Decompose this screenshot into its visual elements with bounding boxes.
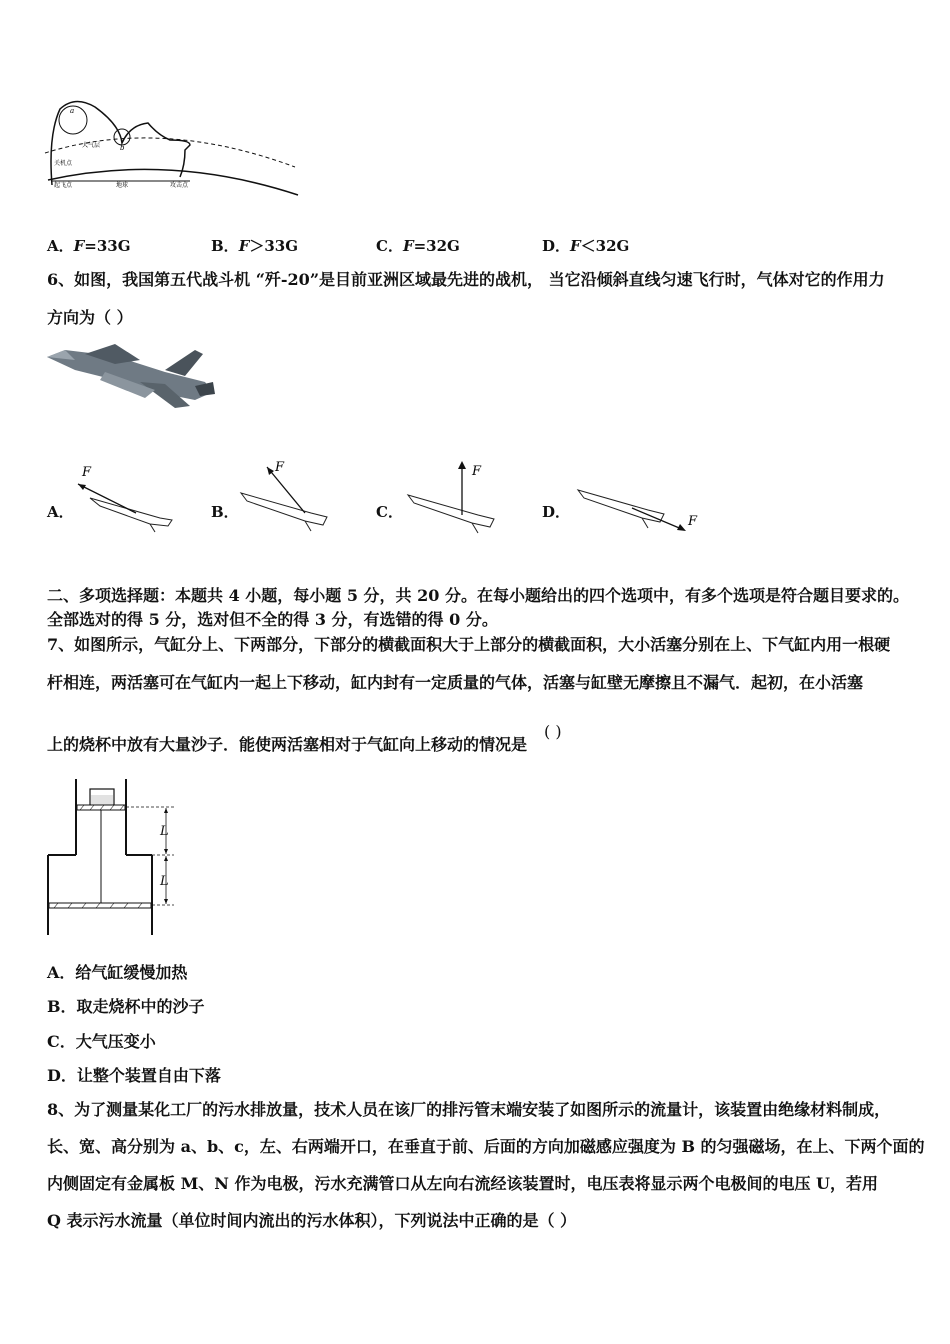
q6-diagram-a: [70, 460, 180, 535]
q5-option-d[interactable]: D．F＜32G: [542, 237, 630, 255]
q6-option-b[interactable]: B．: [211, 503, 239, 521]
q5-option-b[interactable]: B．F＞33G: [211, 237, 299, 255]
q5-option-a[interactable]: A．F=33G: [47, 237, 131, 255]
label-launch: 起飞点: [54, 182, 73, 189]
q7-option-a[interactable]: A．给气缸缓慢加热: [47, 963, 188, 982]
q7-stem-line2: 杆相连，两活塞可在气缸内一起上下移动，缸内封有一定质量的气体，活塞与缸壁无摩擦且不漏气．起初，在小活塞: [47, 673, 864, 692]
q7-stem-line3: 上的烧杯中放有大量沙子．能使两活塞相对于气缸向上移动的情况是: [47, 735, 528, 754]
length-label-lower: L: [160, 874, 169, 889]
q7-option-d[interactable]: D．让整个装置自由下落: [47, 1066, 221, 1085]
q6-diagram-c: [400, 455, 510, 537]
label-atmosphere: 大气层: [82, 142, 101, 149]
label-shutdown: 关机点: [54, 160, 73, 167]
force-label-d: F: [688, 514, 698, 529]
q8-stem-line1: 8、为了测量某化工厂的污水排放量，技术人员在该厂的排污管末端安装了如图所示的流量计，该装置由绝缘材料制成，: [47, 1100, 891, 1119]
q6-option-d[interactable]: D．: [542, 503, 571, 521]
label-b: b: [120, 144, 125, 152]
section2-line2: 全部选对的得 5 分，选对但不全的得 3 分，有选错的得 0 分。: [47, 610, 498, 629]
q8-stem-line3: 内侧固定有金属板 M、N 作为电极，污水充满管口从左向右流经该装置时，电压表将显示两个电极间的电压 U，若用: [47, 1174, 879, 1193]
q6-option-c[interactable]: C．: [376, 503, 403, 521]
force-label-c: F: [472, 464, 482, 479]
q7-stem-line1: 7、如图所示，气缸分上、下两部分，下部分的横截面积大于上部分的横截面积，大小活塞分别在上、下气缸内用一根硬: [47, 635, 891, 654]
label-impact: 攻击点: [170, 182, 189, 189]
q7-option-b[interactable]: B．取走烧杯中的沙子: [47, 997, 205, 1016]
length-label-upper: L: [160, 824, 169, 839]
q7-option-c[interactable]: C．大气压变小: [47, 1032, 156, 1051]
q5-option-c[interactable]: C．F=32G: [376, 237, 460, 255]
q6-option-a[interactable]: A．: [47, 503, 74, 521]
section2-line1: 二、多项选择题：本题共 4 小题，每小题 5 分，共 20 分。在每小题给出的四个选项中，有多个选项是符合题目要求的。: [47, 586, 909, 605]
q8-stem-line2: 长、宽、高分别为 a、b、c，左、右两端开口，在垂直于前、后面的方向加磁感应强度为 B 的匀强磁场，在上、下两个面的: [47, 1137, 925, 1156]
label-a: a: [70, 107, 75, 115]
force-label-a: F: [82, 465, 92, 480]
q6-stem-line1: 6、如图，我国第五代战斗机 “歼-20”是目前亚洲区域最先进的战机， 当它沿倾斜直线匀速飞行时，气体对它的作用力: [47, 270, 885, 289]
trajectory-figure: [40, 95, 305, 200]
label-earth: 地球: [116, 182, 129, 189]
fighter-jet-photo: [45, 342, 217, 414]
q6-stem-line2: 方向为（ ）: [47, 308, 133, 327]
cylinder-figure: [44, 775, 194, 940]
q6-diagram-d: [572, 480, 707, 540]
q7-answer-bracket: ( ): [544, 722, 562, 741]
q6-diagram-b: [235, 455, 345, 535]
force-label-b: F: [275, 460, 285, 475]
q8-stem-line4: Q 表示污水流量（单位时间内流出的污水体积），下列说法中正确的是（ ）: [47, 1211, 577, 1230]
